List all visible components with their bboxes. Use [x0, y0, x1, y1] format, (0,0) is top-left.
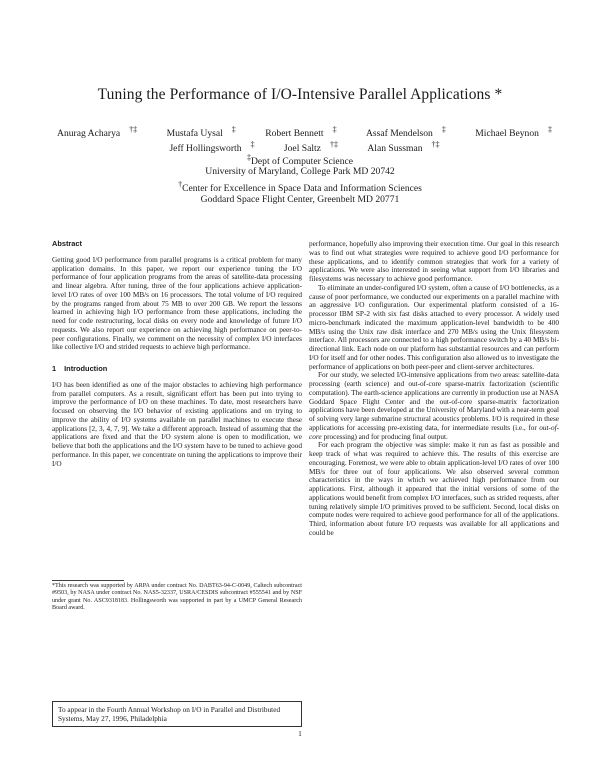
body-paragraph: performance, hopefully also improving their execution time. Our goal in this research was to find out what strategies were required to achieve good I/O performance for these applications, and to identify common strategies that work for a variety of applications. We were also interested in seeing what support from I/O libraries and filesystems was necessary to achieve good performance.: [309, 240, 559, 283]
body-paragraph: For our study, we selected I/O-intensive applications from two areas: satellite-data processing (earth science) and out-of-core sparse-matrix factorization (scientific computation). The earth-science applications are currently in production use at NASA Goddard Space Flight Center and the out-of-core sparse-matrix factorization applications have been developed at the University of Maryland with a near-term goal of solving very large submarine structural acoustics problems. I/O is required in these applications for accessing pre-existing data, for intermediate results (i.e., for out-of-core processing) and for producing final output.: [309, 371, 559, 441]
right-column: [309, 240, 559, 538]
abstract-text: Getting good I/O performance from parallel programs is a critical problem for many application domains. In this paper, we report our experience tuning the I/O performance of four application programs from the areas of satellite-data processing and linear algebra. After tuning, three of the four applications achieve application-level I/O rates of over 100 MB/s on 16 processors. The total volume of I/O required by the programs ranged from about 75 MB to over 200 GB. We report the lessons learned in achieving high I/O performance from these applications, including the need for code restructuring, local disks on every node and knowledge of future I/O requests. We also report our experience on achieving high performance on peer-to-peer configurations. Finally, we comment on the necessity of complex I/O interfaces like collective I/O and strided requests to achieve high performance.: [52, 255, 302, 352]
footnote: *This research was supported by ARPA under contract No. DABT63-94-C-0049, Caltech subcontract #9503, by NASA under contract No. NAS5-32337, USRA/CESDIS subcontract #555541 and by NSF under grant No. ASC9318183. Hollingsworth was supported in part by a UMCP General Research Board award.: [52, 583, 302, 611]
affiliation-1-line-1: ‡Dept of Computer Science: [246, 153, 354, 168]
affiliation-1-line-2: University of Maryland, College Park MD 20742: [205, 166, 395, 177]
authors-line-1: [0, 125, 600, 139]
author: Jeff Hollingsworth ‡: [169, 140, 255, 155]
abstract-heading: Abstract: [52, 239, 82, 248]
footnote-rule: [52, 580, 124, 581]
author: Robert Bennett ‡: [265, 125, 337, 140]
body-paragraph: For each program the objective was simple: make it run as fast as possible and keep track of what was required to achieve this. The results of this exercise are encouraging. Foremost, we were able to obtain application-level I/O rates of over 100 MB/s for three out of four applications. We also observed several common characteristics in the ways in which we achieved high performance from our applications. First, although it appeared that the initial versions of some of the applications would benefit from complex I/O interfaces, such as strided requests, after tuning relatively simple I/O primitives proved to be sufficient. Second, local disks on compute nodes were required to achieve good performance for all of the applications. Third, information about future I/O requests was available for all applications and could be: [309, 441, 559, 537]
author: Assaf Mendelson ‡: [365, 125, 446, 140]
venue-box: To appear in the Fourth Annual Workshop on I/O in Parallel and Distributed Systems, May 27, 1996, Philadelphia: [52, 701, 302, 727]
author: Joel Saltz †‡: [283, 140, 338, 155]
paper-title: Tuning the Performance of I/O-Intensive Parallel Applications *: [97, 86, 503, 103]
body-paragraph: To eliminate an under-configured I/O system, often a cause of I/O bottlenecks, as a cause of poor performance, we conducted our experiments on a parallel machine with an aggressive I/O configuration. Our experimental platform consisted of a 16-processor IBM SP-2 with six fast disks attached to every processor. A widely used micro-benchmark indicated the maximum application-level bandwidth to be 400 MB/s using the Unix raw disk interface and 270 MB/s using the Unix filesystem interface. All processors are connected to a high performance switch by a 40 MB/s bi-directional link. Each node on our platform has substantial resources and can perform I/O for itself and for other nodes. This configuration also allowed us to investigate the performance of applications on both peer-peer and client-server architectures.: [309, 283, 559, 371]
page-number: 1: [298, 729, 302, 738]
affiliation-2-line-2: Goddard Space Flight Center, Greenbelt MD 20771: [200, 194, 400, 205]
intro-paragraph: I/O has been identified as one of the major obstacles to achieving high performance from parallel computers. As a result, significant effort has been put into trying to improve the performance of I/O on these machines. To date, most researchers have focused on observing the I/O behavior of existing applications and on trying to improve the ability of I/O systems available on parallel machines to execute these applications [2, 3, 4, 7, 9]. We take a different approach. Instead of assuming that the applications are fixed and that the I/O system alone is open to modification, we believe that both the applications and the I/O system have to be tuned to achieve good performance. In this paper, we concentrate on tuning the applications to improve their I/O: [52, 380, 302, 468]
section-heading: 1 Introduction: [52, 364, 108, 373]
author: Anurag Acharya †‡: [57, 125, 138, 140]
left-column: [52, 240, 302, 468]
author: Michael Beynon ‡: [475, 125, 552, 140]
author: Alan Sussman †‡: [367, 140, 440, 155]
affiliation-2-line-1: †Center for Excellence in Space Data and Information Sciences: [178, 180, 422, 195]
author: Mustafa Uysal ‡: [166, 125, 236, 140]
